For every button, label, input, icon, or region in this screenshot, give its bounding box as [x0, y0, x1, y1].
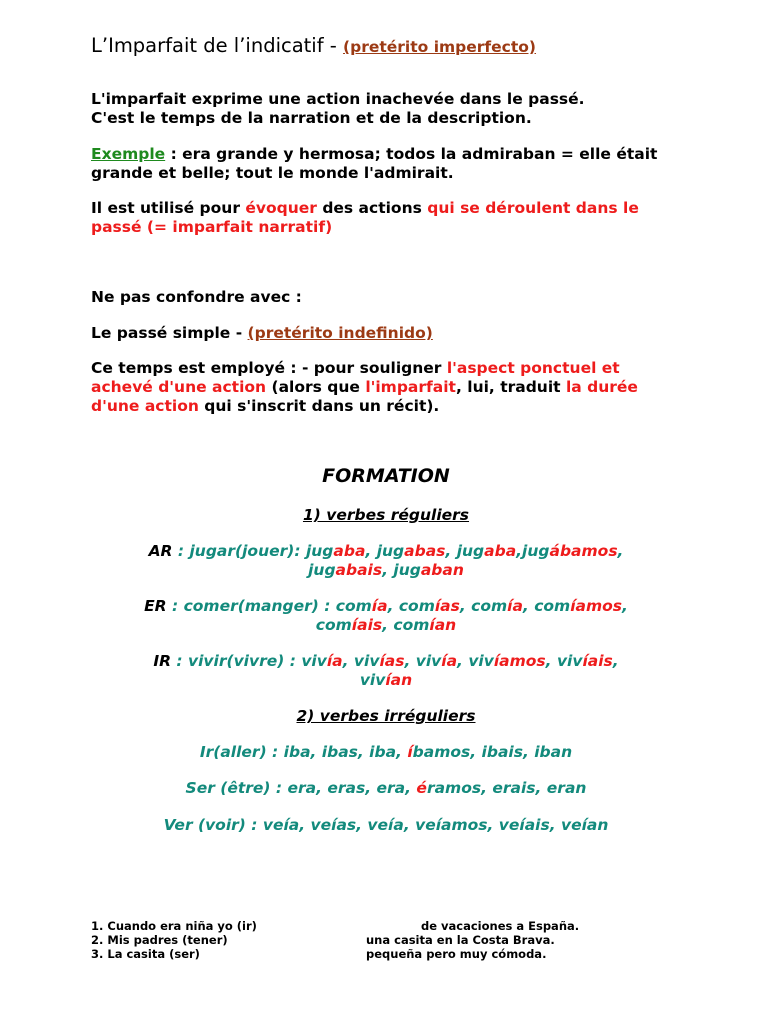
er-stem-3: , com — [459, 597, 508, 615]
ir-stem-3: , viv — [404, 652, 442, 670]
employ-text-4: qui s'inscrit dans un récit). — [198, 397, 440, 415]
page-title — [91, 34, 536, 57]
regular-verbs-heading: 1) verbes réguliers — [302, 506, 470, 524]
ar-stem-3: , jug — [445, 542, 485, 560]
er-line-2 — [91, 616, 681, 635]
passe-simple-line — [91, 324, 681, 343]
ar-conjugation — [91, 542, 681, 580]
ar-ending-5: abais — [335, 561, 383, 579]
er-comma: , — [622, 597, 628, 615]
exercise-item — [91, 919, 691, 933]
ar-ending-6: aban — [420, 561, 464, 579]
intro-line-1: L'imparfait exprime une action inachevée dans le passé. — [91, 90, 585, 108]
ar-line-2 — [91, 561, 681, 580]
er-stem-2: , com — [387, 597, 435, 615]
ir-stem-5: , viv — [545, 652, 583, 670]
ir-line-2 — [91, 671, 681, 690]
er-stem-5: com — [315, 616, 352, 634]
usage-paragraph — [91, 199, 681, 237]
ir-lead: IR — [153, 652, 172, 670]
employ-highlight-3: la durée d'une action — [91, 378, 638, 415]
irregular-ir-accent: í — [407, 743, 413, 761]
irregular-ser-text-2: ramos, erais, eran — [426, 779, 587, 797]
er-conjugation — [91, 597, 681, 635]
ar-ending-1: aba — [333, 542, 366, 560]
er-lead: ER — [144, 597, 167, 615]
irregular-verbs-heading: 2) verbes irréguliers — [296, 707, 476, 725]
exercise-completion: de vacaciones a España. — [421, 919, 580, 933]
exercise-list — [91, 919, 691, 961]
passe-simple-label: Le passé simple - — [91, 324, 248, 342]
intro-line-2: C'est le temps de la narration et de la description. — [91, 109, 532, 127]
title-link[interactable]: (pretérito imperfecto) — [343, 38, 537, 56]
passe-simple-link[interactable]: (pretérito indefinido) — [247, 324, 433, 342]
ar-ending-3: aba — [484, 542, 517, 560]
er-stem-6: , com — [382, 616, 430, 634]
er-ending-3: ía — [507, 597, 523, 615]
er-ending-2: ías — [434, 597, 460, 615]
ir-ending-4: íamos — [493, 652, 546, 670]
ir-stem-6: viv — [359, 671, 386, 689]
example-paragraph — [91, 145, 681, 183]
employ-highlight-2: l'imparfait — [365, 378, 456, 396]
ar-lead: AR — [148, 542, 173, 560]
confuse-heading: Ne pas confondre avec : — [91, 288, 302, 306]
er-ending-5: íais — [351, 616, 383, 634]
ar-ending-4: ábamos — [549, 542, 618, 560]
ir-conjugation — [91, 652, 681, 690]
usage-text-1: Il est utilisé pour — [91, 199, 246, 217]
ar-comma: , — [617, 542, 624, 560]
er-stem-4: , com — [522, 597, 571, 615]
intro-paragraph — [91, 90, 681, 128]
ar-stem-6: , jug — [382, 561, 421, 579]
er-line-1 — [91, 597, 681, 616]
exercise-prompt: 1. Cuando era niña yo (ir) — [91, 919, 257, 933]
employ-highlight-1: l'aspect ponctuel et achevé d'une action — [91, 359, 620, 396]
irregular-ser-text-1: Ser (être) : era, eras, era, — [185, 779, 417, 797]
usage-highlight-2: qui se déroulent dans le passé (= imparfait narratif) — [91, 199, 639, 236]
er-ending-4: íamos — [570, 597, 623, 615]
usage-highlight-1: évoquer — [245, 199, 317, 217]
usage-text-2: des actions — [316, 199, 428, 217]
irregular-ir — [91, 743, 681, 762]
employ-paragraph — [91, 359, 681, 416]
ir-stem-4: , viv — [457, 652, 494, 670]
formation-heading: FORMATION — [322, 465, 450, 487]
ar-stem-4: ,jug — [516, 542, 550, 560]
employ-text-1: Ce temps est employé : - pour souligner — [91, 359, 447, 377]
ir-comma: , — [612, 652, 619, 670]
er-ending-6: ían — [429, 616, 457, 634]
irregular-ir-text-1: Ir(aller) : iba, ibas, iba, — [199, 743, 408, 761]
example-text: : era grande y hermosa; todos la admiraban = elle était grande et belle; tout le monde l'admirait. — [91, 145, 658, 182]
irregular-ver — [91, 816, 681, 835]
ir-stem-1: : vivir(vivre) : viv — [171, 652, 327, 670]
exercise-prompt: 2. Mis padres (tener) — [91, 933, 228, 947]
ir-stem-2: , viv — [342, 652, 380, 670]
exercise-completion: una casita en la Costa Brava. — [366, 933, 555, 947]
exercise-item — [91, 933, 691, 947]
employ-text-3: , lui, traduit — [455, 378, 566, 396]
title-main: L’Imparfait de l’indicatif — [91, 34, 324, 57]
ir-line-1 — [91, 652, 681, 671]
irregular-ir-text-2: bamos, ibais, iban — [412, 743, 573, 761]
irregular-ver-text: Ver (voir) : veía, veías, veía, veíamos, veíais, veían — [163, 816, 609, 834]
irregular-ser-accent: é — [416, 779, 427, 797]
title-separator: - — [323, 34, 344, 57]
er-ending-1: ía — [371, 597, 388, 615]
exercise-prompt: 3. La casita (ser) — [91, 947, 200, 961]
ir-ending-3: ía — [441, 652, 458, 670]
example-label[interactable]: Exemple — [91, 145, 166, 163]
ar-line-1 — [91, 542, 681, 561]
ir-ending-5: íais — [582, 652, 613, 670]
ir-ending-6: ían — [385, 671, 413, 689]
ar-stem-1: : jugar(jouer): jug — [172, 542, 334, 560]
employ-text-2: (alors que — [266, 378, 366, 396]
irregular-ser — [91, 779, 681, 798]
ar-stem-5: jug — [308, 561, 336, 579]
ir-ending-1: ía — [326, 652, 343, 670]
ar-ending-2: abas — [404, 542, 446, 560]
er-stem-1: : comer(manger) : com — [166, 597, 372, 615]
ar-stem-2: , jug — [365, 542, 405, 560]
exercise-completion: pequeña pero muy cómoda. — [366, 947, 547, 961]
ir-ending-2: ías — [379, 652, 405, 670]
exercise-item — [91, 947, 691, 961]
